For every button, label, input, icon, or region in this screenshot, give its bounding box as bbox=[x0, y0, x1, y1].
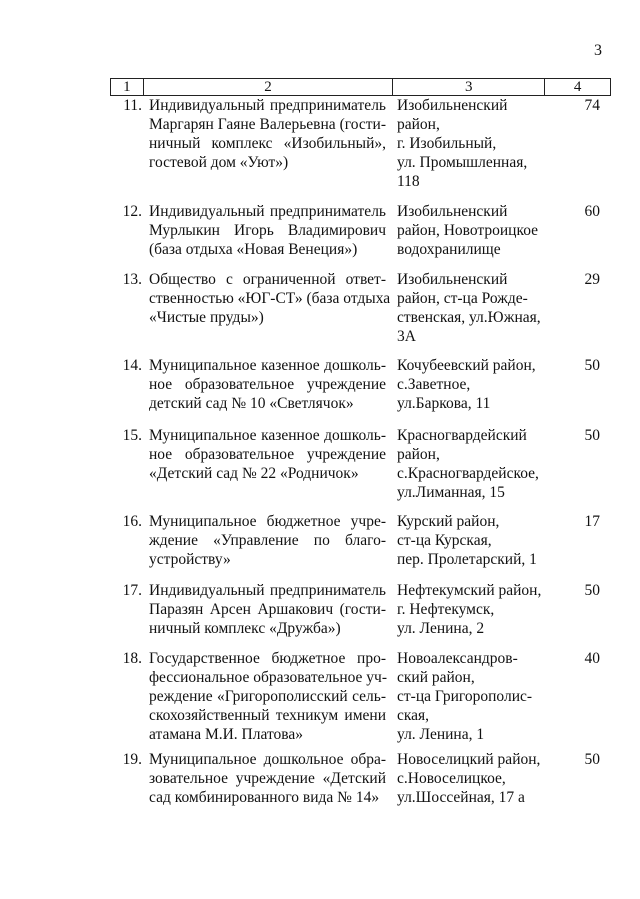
address-line: с.Новоселицкое, bbox=[397, 770, 506, 787]
row-number: 12. bbox=[122, 203, 142, 220]
address-line: водохранилище bbox=[397, 241, 501, 258]
address bbox=[397, 202, 547, 259]
address-line: 118 bbox=[397, 173, 420, 190]
address-line: ул.Лиманная, 15 bbox=[397, 484, 505, 501]
organization-name-line: Мурлыкин Игорь Владимирович bbox=[149, 222, 386, 239]
capacity-count: 50 bbox=[584, 582, 600, 599]
organization-name bbox=[149, 202, 386, 259]
address-line: ул.Шоссейная, 17 а bbox=[397, 789, 525, 806]
address-line: Изобильненский bbox=[397, 203, 508, 220]
organization-name-line: Индивидуальный предприниматель bbox=[149, 97, 386, 114]
address-line: ул. Ленина, 2 bbox=[397, 620, 485, 637]
row-number: 16. bbox=[122, 513, 142, 530]
organization-name-line: «Детский сад № 22 «Родничок» bbox=[149, 465, 359, 482]
organization-name-line: Маргарян Гаяне Валерьевна (гости- bbox=[149, 116, 386, 133]
organization-name-line: ничный комплекс «Изобильный», bbox=[149, 135, 386, 152]
column-header-3: 3 bbox=[393, 79, 545, 96]
page-number: 3 bbox=[594, 42, 602, 59]
address bbox=[397, 581, 547, 638]
organization-name-line: фессиональное образовательное уч- bbox=[149, 669, 388, 686]
organization-name-line: атамана М.И. Платова» bbox=[149, 726, 304, 743]
row-number: 19. bbox=[122, 751, 142, 768]
address-line: г. Нефтекумск, bbox=[397, 601, 495, 618]
address-line: район, Новотроицкое bbox=[397, 222, 539, 239]
organization-name-line: зовательное учреждение «Детский bbox=[149, 770, 386, 787]
organization-name-line: Общество с ограниченной ответ- bbox=[149, 271, 386, 288]
address-line: район, bbox=[397, 116, 440, 133]
organization-name-line: скохозяйственный техникум имени bbox=[149, 707, 386, 724]
row-number: 13. bbox=[122, 271, 142, 288]
organization-name-line: ное образовательное учреждение bbox=[149, 376, 386, 393]
address-line: ст-ца Григорополис- bbox=[397, 688, 533, 705]
organization-name-line: устройству» bbox=[149, 551, 231, 568]
address-line: Красногвардейский bbox=[397, 427, 527, 444]
address-line: Кочубеевский район, bbox=[397, 357, 536, 374]
column-header-2: 2 bbox=[143, 79, 392, 96]
organization-name-line: Индивидуальный предприниматель bbox=[149, 203, 386, 220]
column-header-1: 1 bbox=[111, 79, 144, 96]
address bbox=[397, 356, 547, 413]
organization-name-line: Муниципальное казенное дошколь- bbox=[149, 357, 386, 374]
address-line: ская, bbox=[397, 707, 430, 724]
organization-name bbox=[149, 581, 386, 638]
row-number: 18. bbox=[122, 650, 142, 667]
organization-name-line: Индивидуальный предприниматель bbox=[149, 582, 386, 599]
address bbox=[397, 750, 547, 807]
column-header-4: 4 bbox=[545, 79, 611, 96]
organization-name-line: гостевой дом «Уют») bbox=[149, 154, 289, 171]
address-line: пер. Пролетарский, 1 bbox=[397, 551, 537, 568]
row-number: 14. bbox=[122, 357, 142, 374]
capacity-count: 50 bbox=[584, 751, 600, 768]
address-line: район, bbox=[397, 446, 440, 463]
row-number: 11. bbox=[123, 97, 142, 114]
organization-name-line: Паразян Арсен Аршакович (гости- bbox=[149, 601, 386, 618]
organization-name-line: Муниципальное бюджетное учре- bbox=[149, 513, 386, 530]
address bbox=[397, 649, 547, 744]
address-line: г. Изобильный, bbox=[397, 135, 497, 152]
capacity-count: 29 bbox=[584, 271, 600, 288]
address bbox=[397, 512, 547, 569]
organization-name-line: Муниципальное казенное дошколь- bbox=[149, 427, 386, 444]
capacity-count: 74 bbox=[584, 97, 600, 114]
address bbox=[397, 270, 547, 346]
capacity-count: 40 bbox=[584, 650, 600, 667]
organization-name-line: ное образовательное учреждение bbox=[149, 446, 386, 463]
address-line: ул. Ленина, 1 bbox=[397, 726, 485, 743]
organization-name-line: ничный комплекс «Дружба») bbox=[149, 620, 341, 637]
address-line: Изобильненский bbox=[397, 271, 508, 288]
organization-name bbox=[149, 426, 386, 483]
address-line: Курский район, bbox=[397, 513, 500, 530]
address-line: Новоалександров- bbox=[397, 650, 518, 667]
organization-name-line: реждение «Григорополисский сель- bbox=[149, 688, 386, 705]
address-line: ственская, ул.Южная, bbox=[397, 309, 541, 326]
address-line: ст-ца Курская, bbox=[397, 532, 492, 549]
address bbox=[397, 426, 547, 502]
capacity-count: 50 bbox=[584, 357, 600, 374]
organization-name bbox=[149, 270, 391, 327]
capacity-count: 50 bbox=[584, 427, 600, 444]
address-line: с.Заветное, bbox=[397, 376, 471, 393]
capacity-count: 60 bbox=[584, 203, 600, 220]
row-number: 17. bbox=[122, 582, 142, 599]
row-number: 15. bbox=[122, 427, 142, 444]
address-line: ул. Промышленная, bbox=[397, 154, 528, 171]
organization-name-line: Государственное бюджетное про- bbox=[149, 650, 386, 667]
capacity-count: 17 bbox=[584, 513, 600, 530]
organization-name-line: детский сад № 10 «Светлячок» bbox=[149, 395, 354, 412]
organization-name bbox=[149, 512, 386, 569]
address bbox=[397, 96, 547, 191]
organization-name-line: (база отдыха «Новая Венеция») bbox=[149, 241, 358, 258]
address-line: ский район, bbox=[397, 669, 475, 686]
organization-name-line: ждение «Управление по благо- bbox=[149, 532, 386, 549]
address-line: Нефтекумский район, bbox=[397, 582, 542, 599]
organization-name bbox=[149, 96, 386, 172]
organization-name bbox=[149, 750, 386, 807]
address-line: 3А bbox=[397, 328, 416, 345]
address-line: Изобильненский bbox=[397, 97, 508, 114]
column-header-table bbox=[110, 78, 611, 96]
organization-name-line: «Чистые пруды») bbox=[149, 309, 264, 326]
address-line: район, ст-ца Рожде- bbox=[397, 290, 528, 307]
organization-name bbox=[149, 649, 386, 744]
address-line: с.Красногвардейское, bbox=[397, 465, 539, 482]
organization-name-line: Муниципальное дошкольное обра- bbox=[149, 751, 386, 768]
address-line: Новоселицкий район, bbox=[397, 751, 541, 768]
organization-name bbox=[149, 356, 386, 413]
organization-name-line: сад комбинированного вида № 14» bbox=[149, 789, 380, 806]
address-line: ул.Баркова, 11 bbox=[397, 395, 491, 412]
organization-name-line: ственностью «ЮГ-СТ» (база отдыха bbox=[149, 290, 391, 307]
